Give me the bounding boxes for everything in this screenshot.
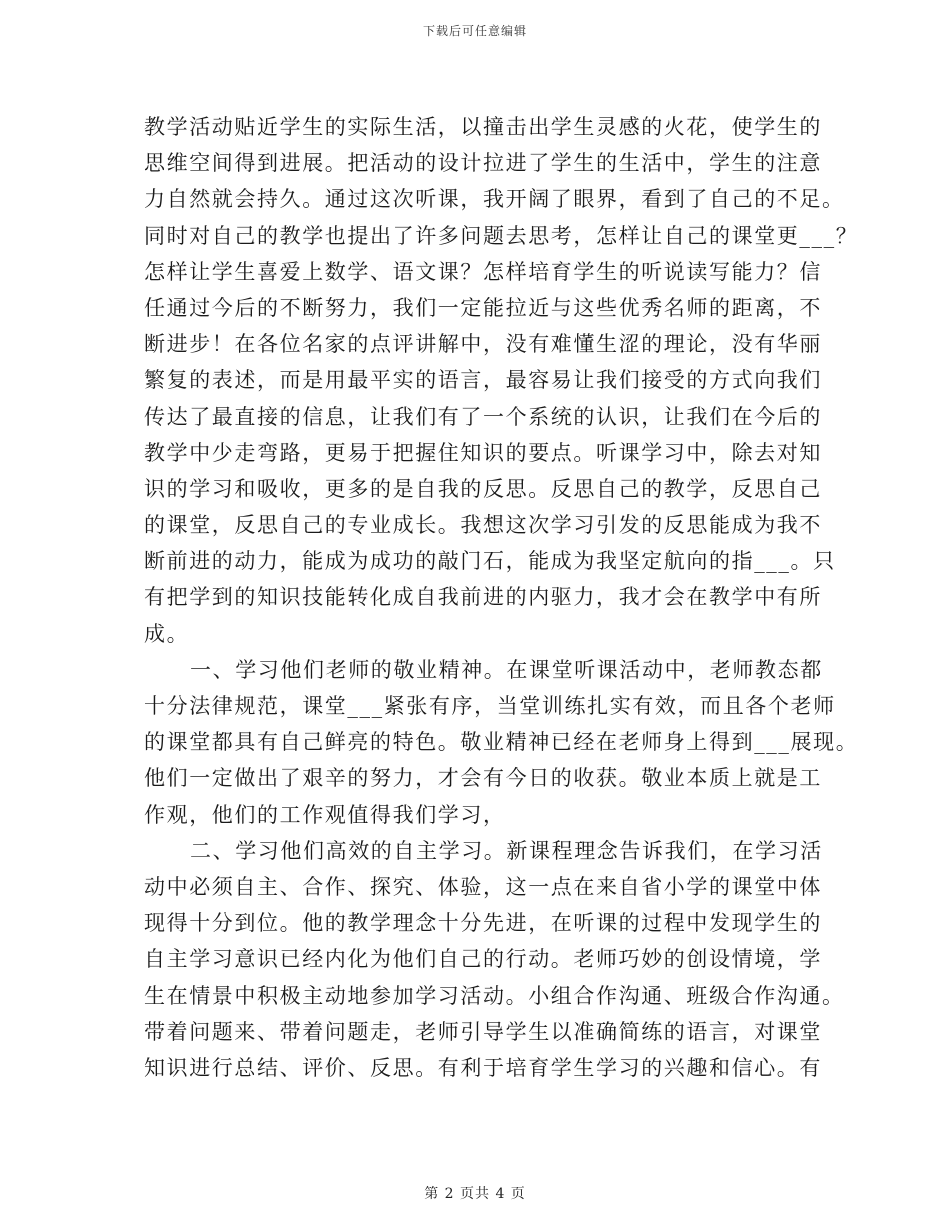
text-line: 断前进的动力，能成为成功的敲门石，能成为我坚定航向的指___。只 — [144, 549, 836, 574]
page-footer: 第 2 页共 4 页 — [424, 1186, 526, 1202]
text-line: 带着问题来、带着问题走，老师引导学生以准确简练的语言，对课堂 — [144, 1019, 822, 1044]
document-body — [144, 109, 859, 1086]
text-line: 成。 — [144, 621, 190, 646]
text-line: 自主学习意识已经内化为他们自己的行动。老师巧妙的创设情境，学 — [144, 947, 822, 972]
text-line: 同时对自己的教学也提出了许多问题去思考，怎样让自己的课堂更___？ — [144, 223, 859, 248]
text-line: 怎样让学生喜爱上数学、语文课？怎样培育学生的听说读写能力？信 — [144, 259, 822, 284]
text-line: 现得十分到位。他的教学理念十分先进，在听课的过程中发现学生的 — [144, 911, 822, 936]
text-line: 教学中少走弯路，更易于把握住知识的要点。听课学习中，除去对知 — [144, 440, 822, 465]
text-line: 他们一定做出了艰辛的努力，才会有今日的收获。敬业本质上就是工 — [144, 766, 822, 791]
text-line: 十分法律规范，课堂___紧张有序，当堂训练扎实有效，而且各个老师 — [144, 694, 836, 718]
text-line: 传达了最直接的信息，让我们有了一个系统的认识，让我们在今后的 — [144, 404, 822, 429]
text-line: 动中必须自主、合作、探究、体验，这一点在来自省小学的课堂中体 — [144, 874, 822, 899]
text-line: 识的学习和吸收，更多的是自我的反思。反思自己的教学，反思自己 — [144, 476, 822, 501]
text-line: 断进步！在各位名家的点评讲解中，没有难懂生涩的理论，没有华丽 — [144, 332, 822, 357]
text-line: 力自然就会持久。通过这次听课，我开阔了眼界，看到了自己的不足。 — [144, 187, 845, 212]
text-line: 知识进行总结、评价、反思。有利于培育学生学习的兴趣和信心。有 — [144, 1055, 822, 1080]
text-line: 教学活动贴近学生的实际生活，以撞击出学生灵感的火花，使学生的 — [144, 115, 822, 139]
paragraph-first-line: 二、学习他们高效的自主学习。新课程理念告诉我们，在学习活 — [190, 838, 823, 863]
text-line: 的课堂都具有自己鲜亮的特色。敬业精神已经在老师身上得到___展现。 — [144, 730, 859, 755]
text-line: 任通过今后的不断努力，我们一定能拉近与这些优秀名师的距离，不 — [144, 295, 822, 320]
text-line: 的课堂，反思自己的专业成长。我想这次学习引发的反思能成为我不 — [144, 513, 822, 538]
text-line: 思维空间得到进展。把活动的设计拉进了学生的生活中，学生的注意 — [144, 151, 822, 176]
text-line: 有把学到的知识技能转化成自我前进的内驱力，我才会在教学中有所 — [144, 585, 822, 610]
text-line: 作观，他们的工作观值得我们学习， — [144, 802, 506, 827]
text-line: 繁复的表述，而是用最平实的语言，最容易让我们接受的方式向我们 — [144, 368, 822, 393]
text-line: 生在情景中积极主动地参加学习活动。小组合作沟通、班级合作沟通。 — [144, 983, 845, 1008]
paragraph-first-line: 一、学习他们老师的敬业精神。在课堂听课活动中，老师教态都 — [190, 657, 823, 682]
page-header: 下载后可任意编辑 — [422, 24, 527, 38]
